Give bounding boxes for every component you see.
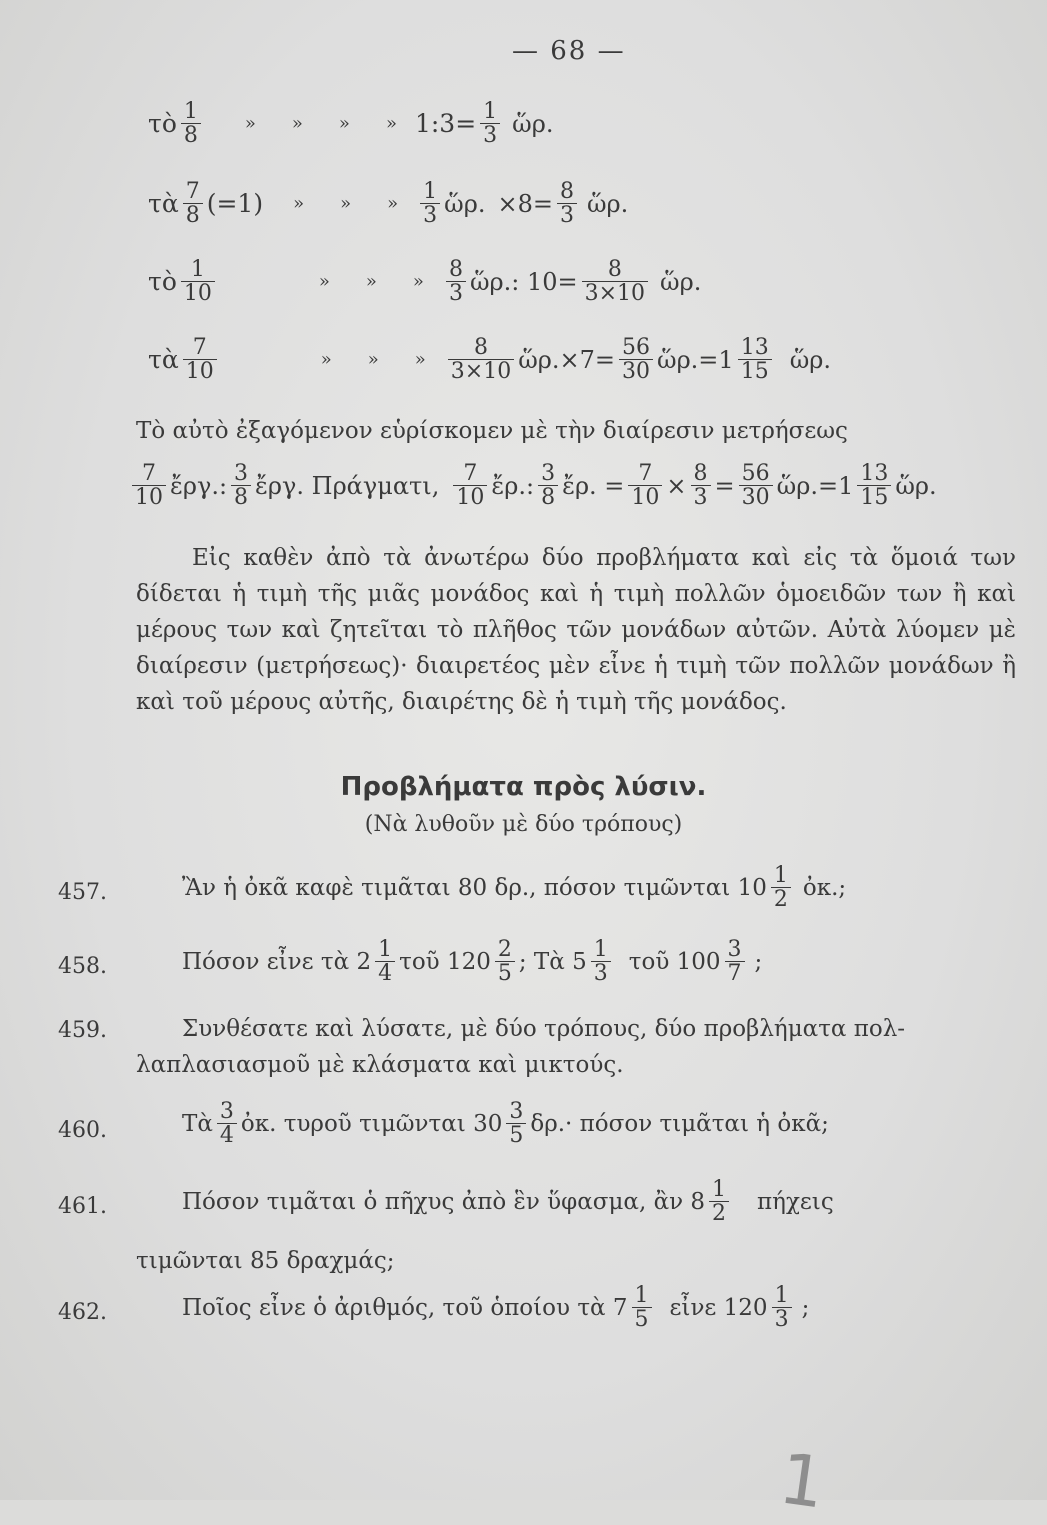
fraction: $\frac{8}{3\times 10}$ xyxy=(448,336,514,383)
article: τὰ xyxy=(148,345,179,375)
unit-operation: ὥρ.: 10= xyxy=(469,267,578,296)
calc-row-3 xyxy=(148,258,701,305)
ditto-mark: » xyxy=(293,193,305,215)
fraction: $\frac{1}{10}$ xyxy=(181,258,215,305)
problem-text: Ποῖος εἶνε ὁ ἀριθμός, τοῦ ὁποίου τὰ 7 xyxy=(182,1294,628,1321)
problem-text: τοῦ 100 xyxy=(628,948,721,975)
ditto-mark: » xyxy=(414,349,426,371)
problem-number: 458. xyxy=(58,954,107,979)
unit: ἔρ. = xyxy=(562,471,625,500)
ditto-mark: » xyxy=(412,271,424,293)
problem-text: Πόσον τιμᾶται ὁ πῆχυς ἀπὸ ἓν ὕφασμα, ἂν 8 xyxy=(182,1188,706,1215)
problem-number: 457. xyxy=(58,880,107,905)
operator: = xyxy=(714,471,735,500)
fraction: $\frac{2}{5}$ xyxy=(495,938,515,985)
article: τὸ xyxy=(148,109,177,139)
division-line xyxy=(128,462,937,509)
ditto-mark: » xyxy=(338,113,350,135)
problem-number: 461. xyxy=(58,1194,107,1219)
ditto-mark: » xyxy=(367,349,379,371)
problem-text: ὀκ.; xyxy=(802,874,847,901)
fraction: $\frac{3}{4}$ xyxy=(217,1100,237,1147)
fraction: $\frac{8}{3}$ xyxy=(446,258,466,305)
problem-text: Ἂν ἡ ὀκᾶ καφὲ τιμᾶται 80 δρ., πόσον τιμῶνται 10 xyxy=(182,874,767,901)
ditto-mark: » xyxy=(320,349,332,371)
unit: ὥρ. xyxy=(444,189,486,218)
fraction: $\frac{1}{3}$ xyxy=(480,100,500,147)
problem-text: Τὰ xyxy=(182,1110,213,1137)
fraction: $\frac{1}{3}$ xyxy=(420,180,440,227)
problem-462 xyxy=(182,1284,809,1331)
unit: ὥρ.= xyxy=(776,471,839,500)
article: τὰ xyxy=(148,189,179,219)
problem-text: πήχεις xyxy=(757,1188,834,1215)
ditto-mark: » xyxy=(244,113,256,135)
problem-text: Πόσον εἶνε τὰ 2 xyxy=(182,948,372,975)
fraction: $\frac{3}{8}$ xyxy=(538,462,558,509)
ditto-mark: » xyxy=(340,193,352,215)
fraction: $\frac{7}{8}$ xyxy=(183,180,203,227)
fraction: $\frac{8}{3}$ xyxy=(557,180,577,227)
fraction: $\frac{56}{30}$ xyxy=(739,462,773,509)
ditto-mark: » xyxy=(318,271,330,293)
unit-operation: ὥρ.×7= xyxy=(518,345,615,374)
problem-461-line-2: τιμῶνται 85 δραχμάς; xyxy=(136,1248,395,1274)
unit: ὥρ. xyxy=(512,109,554,138)
problem-text: ὀκ. τυροῦ τιμῶνται 30 xyxy=(240,1110,503,1137)
unit-operation: ὥρ.= xyxy=(657,345,719,374)
problem-text: ; Τὰ 5 xyxy=(518,948,587,975)
fraction: $\frac{13}{15}$ xyxy=(738,336,772,383)
mixed-number: 1 $\frac{13}{15}$ xyxy=(718,336,775,383)
problem-text: ; xyxy=(801,1294,810,1321)
ditto-mark: » xyxy=(365,271,377,293)
problem-text: ; xyxy=(754,948,763,975)
calc-row-2 xyxy=(148,180,628,227)
unit: ἔρ.: xyxy=(491,471,535,500)
problem-459-line-1: Συνθέσατε καὶ λύσατε, μὲ δύο τρόπους, δύο προβλήματα πολ- xyxy=(182,1016,906,1042)
equals-note: (=1) xyxy=(206,189,264,219)
fraction: $\frac{7}{10}$ xyxy=(628,462,662,509)
text: ἔργ. Πράγματι, xyxy=(255,471,440,500)
unit: ὥρ. xyxy=(586,189,629,218)
problem-number: 462. xyxy=(58,1300,107,1325)
fraction: $\frac{7}{10}$ xyxy=(453,462,487,509)
intro-line: Τὸ αὐτὸ ἐξαγόμενον εὑρίσκομεν μὲ τὴν διαίρεσιν μετρήσεως xyxy=(136,418,848,444)
problem-458 xyxy=(182,938,762,985)
article: τὸ xyxy=(148,267,177,297)
problem-text: εἶνε 120 xyxy=(669,1294,768,1321)
unit: ὥρ. xyxy=(789,345,832,374)
problem-text: δρ.· πόσον τιμᾶται ἡ ὀκᾶ; xyxy=(530,1110,829,1137)
unit: ὥρ. xyxy=(895,471,937,500)
fraction: $\frac{1}{3}$ xyxy=(772,1284,792,1331)
fraction: $\frac{1}{8}$ xyxy=(181,100,201,147)
fraction: $\frac{1}{2}$ xyxy=(771,864,791,911)
problem-number: 460. xyxy=(58,1118,107,1143)
pencil-mark: 1 xyxy=(774,1437,831,1525)
fraction: $\frac{3}{5}$ xyxy=(506,1100,526,1147)
problem-text: τοῦ 120 xyxy=(399,948,491,975)
mixed-number: 1 $\frac{13}{15}$ xyxy=(838,462,895,509)
fraction: $\frac{1}{2}$ xyxy=(709,1178,729,1225)
fraction: $\frac{3}{7}$ xyxy=(725,938,745,985)
problem-460 xyxy=(182,1100,829,1147)
problem-461 xyxy=(182,1178,834,1225)
ditto-mark: » xyxy=(385,113,397,135)
problem-number: 459. xyxy=(58,1018,107,1043)
expression: 1:3= xyxy=(414,109,477,139)
calc-row-1 xyxy=(148,100,553,147)
unit: ἔργ.: xyxy=(170,471,228,500)
fraction: $\frac{8}{3\times 10}$ xyxy=(582,258,648,305)
problem-457 xyxy=(182,864,846,911)
fraction: $\frac{3}{8}$ xyxy=(231,462,251,509)
operator: × xyxy=(666,471,687,500)
fraction: $\frac{7}{10}$ xyxy=(132,462,166,509)
fraction: $\frac{13}{15}$ xyxy=(857,462,891,509)
operation: ×8= xyxy=(497,189,553,218)
ditto-mark: » xyxy=(387,193,399,215)
fraction: $\frac{7}{10}$ xyxy=(183,336,217,383)
section-title: Προβλήματα πρὸς λύσιν. xyxy=(340,772,707,802)
fraction: $\frac{1}{3}$ xyxy=(591,938,611,985)
fraction: $\frac{1}{5}$ xyxy=(632,1284,652,1331)
fraction: $\frac{8}{3}$ xyxy=(691,462,711,509)
fraction: $\frac{56}{30}$ xyxy=(619,336,653,383)
problem-459-line-2: λαπλασιασμοῦ μὲ κλάσματα καὶ μικτούς. xyxy=(136,1052,624,1078)
calc-row-4 xyxy=(148,336,831,383)
section-subtitle: (Νὰ λυθοῦν μὲ δύο τρόπους) xyxy=(364,812,683,837)
unit: ὥρ. xyxy=(660,267,702,296)
explanation-paragraph: Εἰς καθὲν ἀπὸ τὰ ἀνωτέρω δύο προβλήματα καὶ εἰς τὰ ὅμοιά των δίδεται ἡ τιμὴ τῆς μιᾶς μονάδος καὶ ἡ τιμὴ πολλῶν ὁμοειδῶν των ἢ καὶ μέρους των καὶ ζητεῖται τὸ πλῆθος τῶν μονάδων αὐτῶν. Αὐτὰ λύομεν μὲ διαίρεσιν (μετρήσεως)· διαιρετέος μὲν εἶνε ἡ τιμὴ τῶν πολλῶν μονάδων ἢ καὶ τοῦ μέρους αὐτῆς, διαιρέτης δὲ ἡ τιμὴ τῆς μονάδος. xyxy=(136,545,1016,715)
page-number: — 68 — xyxy=(512,36,626,66)
ditto-mark: » xyxy=(291,113,303,135)
fraction: $\frac{1}{4}$ xyxy=(375,938,395,985)
